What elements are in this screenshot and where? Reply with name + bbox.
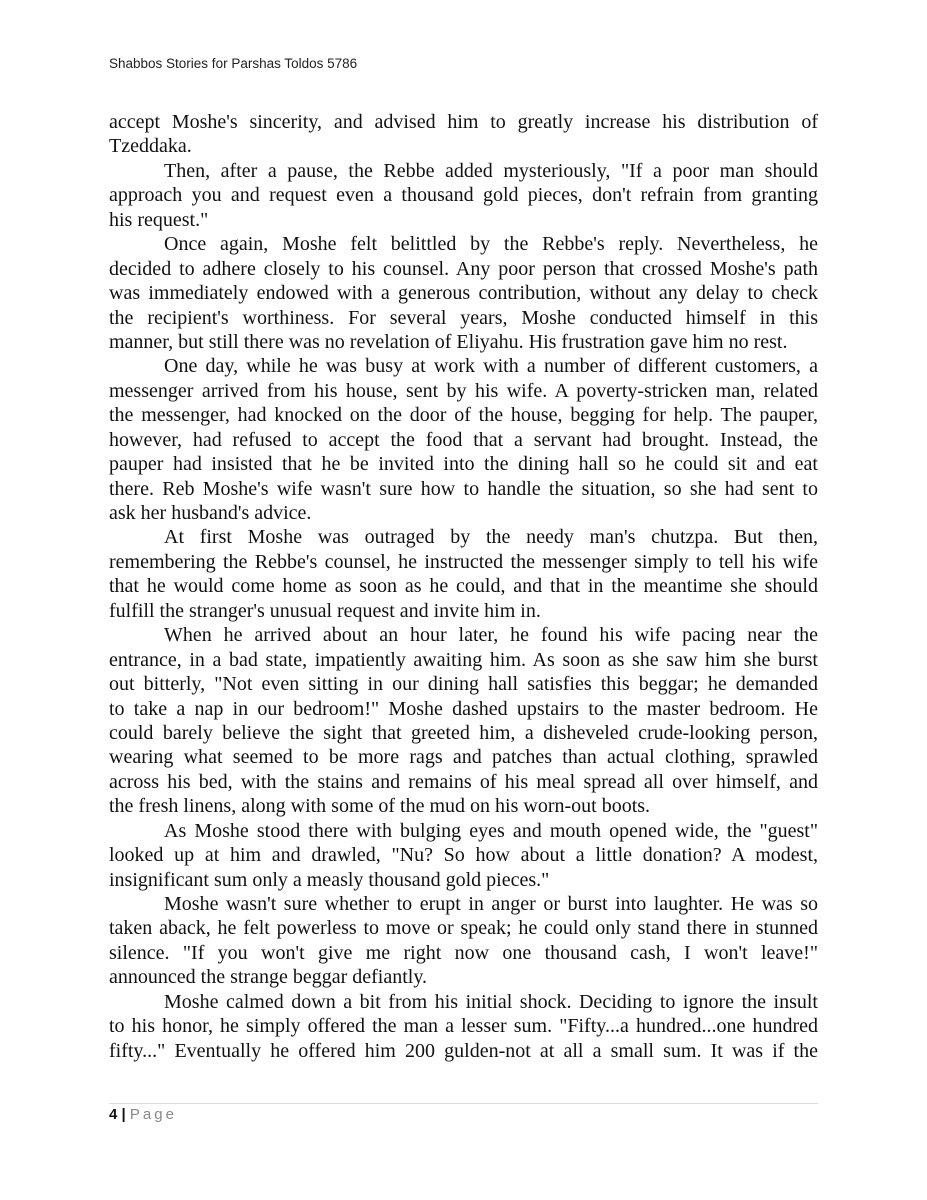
text-line: pauper had insisted that he be invited into the dining hall so he could sit and eat [109, 453, 818, 476]
text-line: to his honor, he simply offered the man a lesser sum. "Fifty...a hundred...one hundred [109, 1015, 818, 1038]
text-line: across his bed, with the stains and remains of his meal spread all over himself, and [109, 770, 818, 793]
text-line: Then, after a pause, the Rebbe added mysteriously, "If a poor man should [164, 159, 818, 182]
text-line: Tzeddaka. [109, 135, 192, 158]
text-line: Moshe calmed down a bit from his initial shock. Deciding to ignore the insult [164, 990, 818, 1013]
text-line: approach you and request even a thousand gold pieces, don't refrain from granting [109, 184, 818, 207]
text-line: however, had refused to accept the food that a servant had brought. Instead, the [109, 428, 818, 451]
text-line: ask her husband's advice. [109, 502, 312, 524]
paragraph [109, 159, 818, 232]
text-line: fifty..." Eventually he offered him 200 gulden-not at all a small sum. It was if the [109, 1039, 818, 1062]
text-line: entrance, in a bad state, impatiently awaiting him. As soon as she saw him she burst [109, 648, 818, 671]
text-line: silence. "If you won't give me right now one thousand cash, I won't leave!" [109, 941, 818, 964]
text-line: insignificant sum only a measly thousand gold pieces." [109, 868, 550, 891]
text-line: his request." [109, 208, 209, 231]
text-line: looked up at him and drawled, "Nu? So how about a little donation? A modest, [109, 844, 818, 867]
text-line: that he would come home as soon as he could, and that in the meantime she should [109, 575, 818, 598]
document-body [109, 110, 818, 1063]
text-line: As Moshe stood there with bulging eyes and mouth opened wide, the "guest" [164, 819, 818, 842]
text-line: there. Reb Moshe's wife wasn't sure how to handle the situation, so she had sent to [109, 477, 818, 500]
text-line: taken aback, he felt powerless to move or speak; he could only stand there in stunned [109, 917, 818, 940]
footer-separator: | [121, 1106, 126, 1123]
text-line: could barely believe the sight that greeted him, a disheveled crude-looking person, [109, 721, 818, 744]
text-line: to take a nap in our bedroom!" Moshe dashed upstairs to the master bedroom. He [109, 697, 818, 720]
running-header: Shabbos Stories for Parshas Toldos 5786 [109, 56, 358, 71]
text-line: remembering the Rebbe's counsel, he instructed the messenger simply to tell his wife [109, 550, 818, 573]
paragraph [109, 990, 818, 1063]
paragraph [109, 623, 818, 819]
text-line: One day, while he was busy at work with a number of different customers, a [164, 355, 818, 378]
paragraph [109, 232, 818, 354]
text-line: When he arrived about an hour later, he found his wife pacing near the [164, 624, 818, 647]
text-line: the fresh linens, along with some of the mud on his worn-out boots. [109, 795, 651, 818]
paragraph [109, 525, 818, 623]
text-line: was immediately endowed with a generous contribution, without any delay to check [109, 282, 818, 305]
text-line: manner, but still there was no revelation of Eliyahu. His frustration gave him no rest. [109, 330, 788, 353]
paragraph [109, 819, 818, 892]
text-line: out bitterly, "Not even sitting in our dining hall satisfies this beggar; he demanded [109, 673, 818, 696]
paragraph [109, 110, 818, 159]
footer-divider [109, 1103, 818, 1104]
text-line: At first Moshe was outraged by the needy man's chutzpa. But then, [164, 526, 818, 549]
text-line: Moshe wasn't sure whether to erupt in anger or burst into laughter. He was so [164, 893, 818, 915]
text-line: decided to adhere closely to his counsel. Any poor person that crossed Moshe's path [109, 257, 818, 280]
text-line: fulfill the stranger's unusual request and invite him in. [109, 599, 541, 622]
text-line: accept Moshe's sincerity, and advised him to greatly increase his distribution of [109, 111, 818, 133]
page-number: 4 [109, 1106, 118, 1123]
paragraph [109, 354, 818, 525]
text-line: messenger arrived from his house, sent by his wife. A poverty-stricken man, related [109, 379, 818, 402]
page-label: Page [129, 1106, 177, 1123]
text-line: the messenger, had knocked on the door of the house, begging for help. The pauper, [109, 404, 818, 427]
text-line: wearing what seemed to be more rags and patches than actual clothing, sprawled [109, 746, 818, 769]
text-line: announced the strange beggar defiantly. [109, 966, 428, 989]
text-line: Once again, Moshe felt belittled by the Rebbe's reply. Nevertheless, he [164, 233, 818, 256]
paragraph [109, 892, 818, 990]
page-footer [109, 1106, 177, 1123]
text-line: the recipient's worthiness. For several years, Moshe conducted himself in this [109, 306, 818, 329]
